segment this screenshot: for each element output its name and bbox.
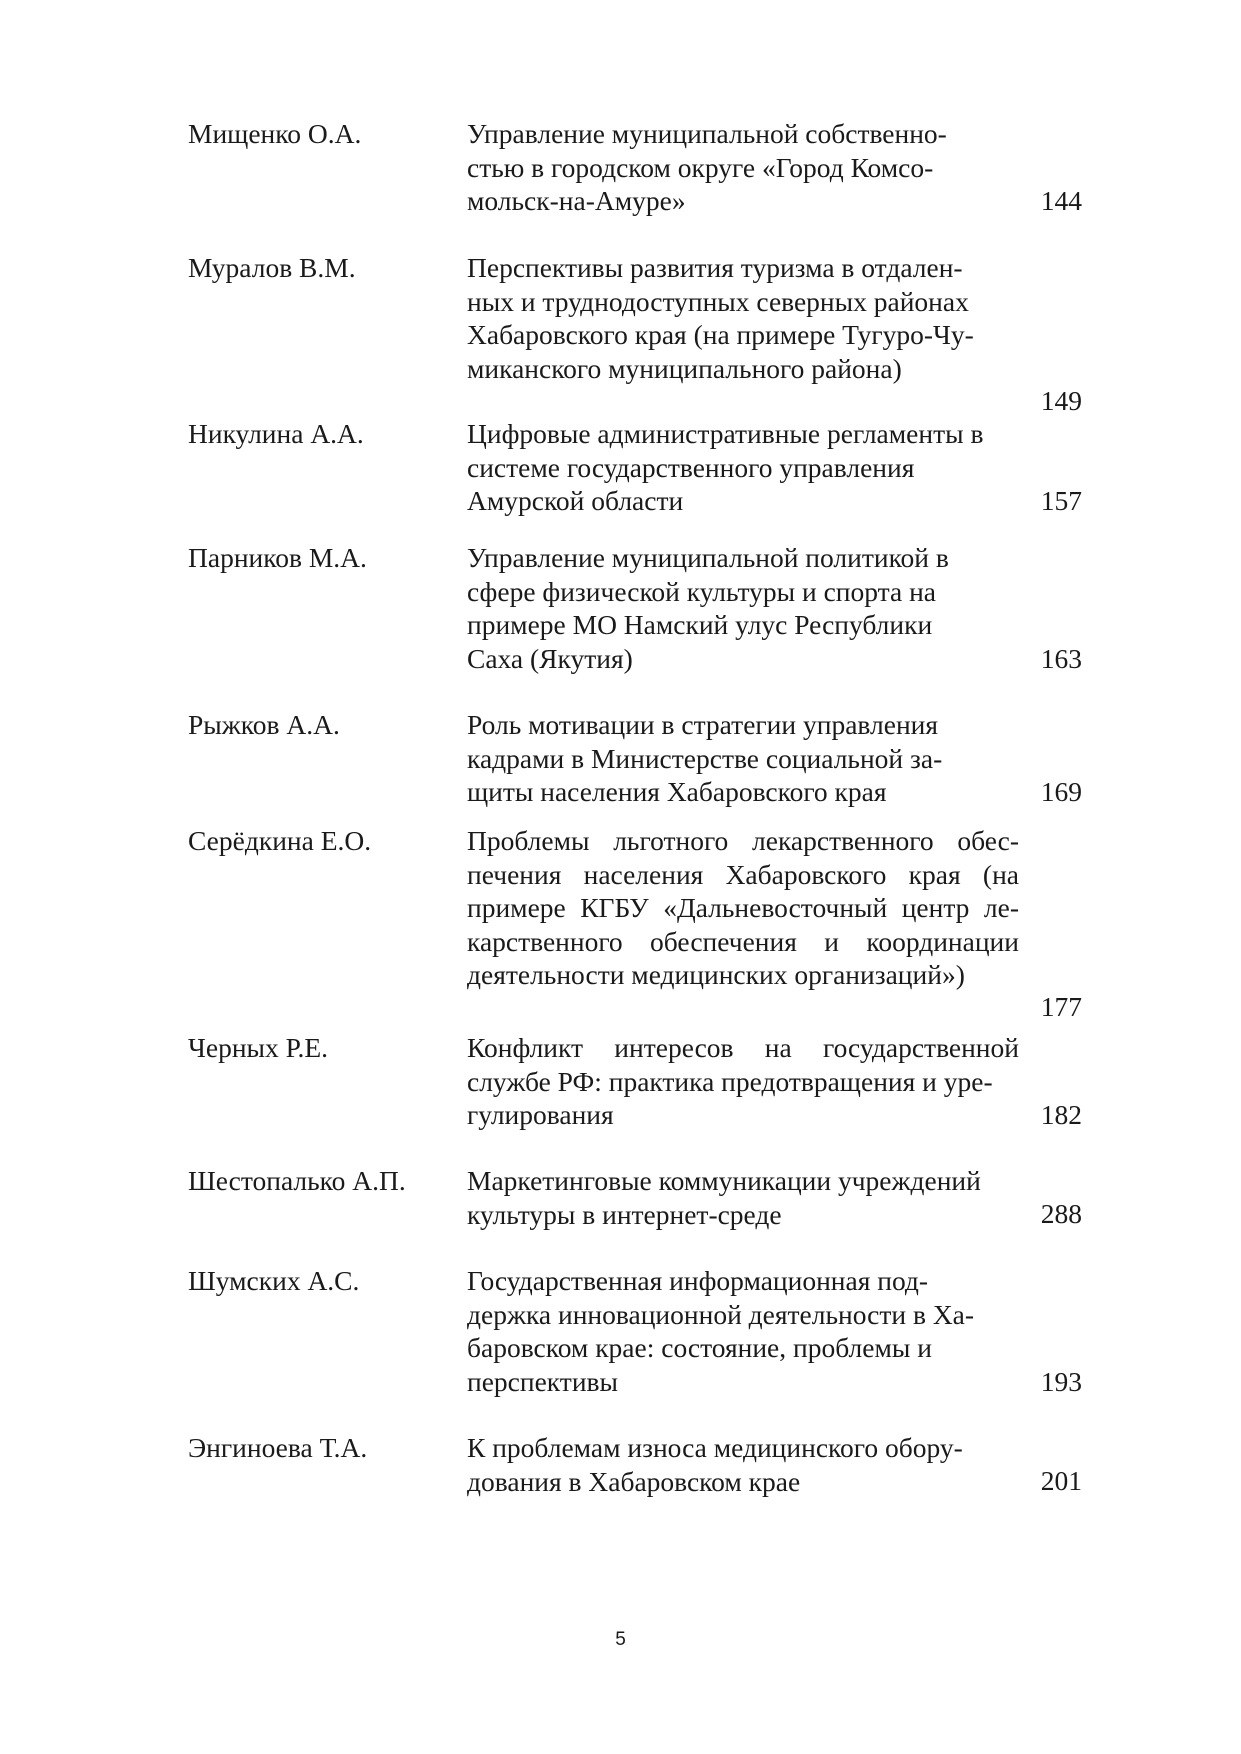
toc-title <box>467 824 1019 992</box>
toc-title <box>467 1264 1019 1398</box>
toc-title-line: службе РФ: практика предотвращения и уре- <box>467 1065 993 1097</box>
toc-author: Парников М.А. <box>188 542 367 573</box>
toc-title-line: Конфликт интересов на государственной <box>467 1032 1019 1063</box>
toc-title-line: печения населения Хабаровского края (на <box>467 858 1019 890</box>
toc-title <box>467 1031 1019 1132</box>
toc-title-line: щиты населения Хабаровского края <box>467 776 887 807</box>
toc-title-line: Государственная информационная под- <box>467 1265 929 1296</box>
toc-title <box>467 117 1019 218</box>
toc-title-line: Маркетинговые коммуникации учреждений <box>467 1165 981 1196</box>
toc-title-line: К проблемам износа медицинского обору- <box>467 1432 963 1463</box>
toc-author: Шестопалько А.П. <box>188 1165 406 1196</box>
toc-page-number: 169 <box>1040 776 1082 807</box>
toc-title-line: деятельности медицинских организаций») <box>467 959 965 990</box>
toc-title-line: Управление муниципальной политикой в <box>467 542 949 573</box>
toc-title-line: ных и труднодоступных северных районах <box>467 285 969 317</box>
toc-page-number: 149 <box>1040 385 1082 416</box>
toc-title-line: держка инновационной деятельности в Ха- <box>467 1298 975 1330</box>
toc-page-number: 144 <box>1040 185 1082 216</box>
toc-title <box>467 1164 1019 1231</box>
toc-author: Никулина А.А. <box>188 418 364 449</box>
toc-author: Рыжков А.А. <box>188 709 340 740</box>
toc-author: Муралов В.М. <box>188 252 356 283</box>
toc-title-line: системе государственного управления <box>467 451 915 483</box>
toc-title-line: Цифровые административные регламенты в <box>467 418 984 449</box>
toc-title <box>467 417 1019 518</box>
toc-title-line: культуры в интернет-среде <box>467 1198 782 1230</box>
toc-title-line: гулирования <box>467 1099 614 1130</box>
toc-title-line: Саха (Якутия) <box>467 642 633 674</box>
toc-title-line: баровском крае: состояние, проблемы и <box>467 1332 932 1363</box>
toc-page-number: 177 <box>1040 991 1082 1022</box>
toc-title-line: Роль мотивации в стратегии управления <box>467 709 939 740</box>
toc-author: Энгиноева Т.А. <box>188 1432 368 1463</box>
toc-title <box>467 541 1019 675</box>
toc-author: Мищенко О.А. <box>188 118 362 149</box>
toc-title-line: Проблемы льготного лекарственного обес- <box>467 825 1019 856</box>
toc-author: Шумских А.С. <box>188 1265 360 1296</box>
toc-title-line: сфере физической культуры и спорта на <box>467 575 936 607</box>
toc-title-line: кадрами в Министерстве социальной за- <box>467 742 943 774</box>
toc-title-line: перспективы <box>467 1365 618 1397</box>
toc-title-line: примере МО Намский улус Республики <box>467 609 933 640</box>
toc-author: Черных Р.Е. <box>188 1032 329 1063</box>
toc-title-line: примере КГБУ «Дальневосточный центр ле- <box>467 892 1019 923</box>
toc-title-line: Перспективы развития туризма в отдален- <box>467 252 963 283</box>
toc-title <box>467 1431 1019 1498</box>
toc-page-number: 182 <box>1040 1099 1082 1130</box>
toc-page-number: 201 <box>1040 1465 1082 1496</box>
toc-title-line: карственного обеспечения и координации <box>467 925 1019 957</box>
toc-author: Серёдкина Е.О. <box>188 825 372 856</box>
toc-title-line: Амурской области <box>467 485 684 516</box>
toc-page-number: 193 <box>1040 1366 1082 1397</box>
footer-page-number: 5 <box>615 1629 626 1650</box>
toc-page-number: 163 <box>1040 643 1082 674</box>
toc-title <box>467 708 1019 809</box>
toc-page-number: 157 <box>1040 485 1082 516</box>
toc-title-line: мольск-на-Амуре» <box>467 185 686 216</box>
toc-title-line: миканского муниципального района) <box>467 352 902 384</box>
toc-title-line: Хабаровского края (на примере Тугуро-Чу- <box>467 319 974 350</box>
toc-title-line: стью в городском округе «Город Комсо- <box>467 151 934 183</box>
toc-page-number: 288 <box>1040 1198 1082 1229</box>
toc-title-line: дования в Хабаровском крае <box>467 1465 801 1497</box>
toc-title-line: Управление муниципальной собственно- <box>467 118 947 149</box>
toc-title <box>467 251 1019 385</box>
